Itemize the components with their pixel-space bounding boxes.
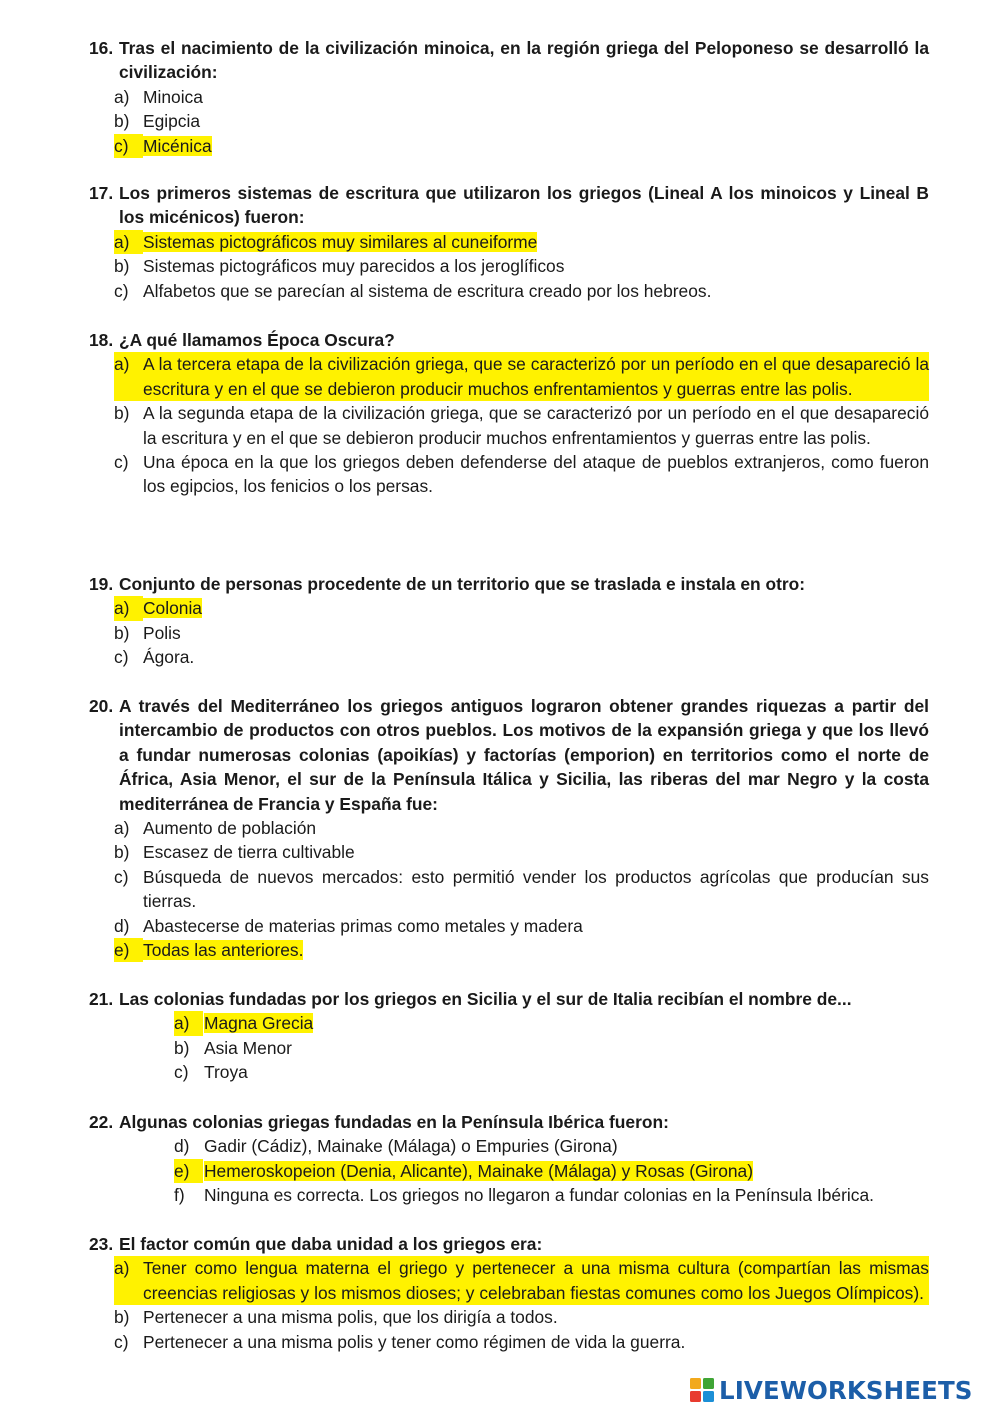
mark-tile-v bbox=[690, 1391, 701, 1402]
answer-option[interactable] bbox=[114, 1305, 929, 1329]
option-text: Sistemas pictográficos muy similares al cuneiforme bbox=[143, 231, 538, 252]
option-letter: d) bbox=[174, 1136, 190, 1157]
option-letter: a) bbox=[114, 1258, 130, 1279]
option-letter: a) bbox=[114, 818, 130, 839]
option-letter: a) bbox=[114, 354, 130, 375]
answer-option-correct[interactable] bbox=[114, 230, 929, 254]
option-letter: a) bbox=[114, 596, 143, 620]
logo-text: LIVEWORKSHEETS bbox=[719, 1375, 973, 1405]
option-letter: e) bbox=[114, 938, 143, 962]
option-text: Hemeroskopeion (Denia, Alicante), Mainake (Málaga) y Rosas (Girona) bbox=[204, 1160, 754, 1181]
option-text: Alfabetos que se parecían al sistema de escritura creado por los hebreos. bbox=[143, 280, 712, 301]
answer-option[interactable] bbox=[114, 279, 929, 303]
question-text: Tras el nacimiento de la civilización minoica, en la región griega del Peloponeso se desarrolló la civilización: bbox=[119, 38, 929, 83]
option-text: A la tercera etapa de la civilización griega, que se caracterizó por un período en el que desapareció la escritura y en el que se debieron producir muchos enfrentamientos y guerras entre las polis. bbox=[143, 354, 929, 399]
answer-option-correct[interactable] bbox=[174, 1159, 929, 1183]
option-letter: b) bbox=[114, 842, 130, 863]
liveworksheets-logo[interactable] bbox=[690, 1374, 973, 1406]
question-number: 18. bbox=[89, 330, 114, 350]
answer-option[interactable] bbox=[114, 840, 929, 864]
answer-option[interactable] bbox=[114, 865, 929, 914]
answer-option[interactable] bbox=[114, 645, 929, 669]
question-number: 21. bbox=[89, 989, 114, 1009]
option-letter: c) bbox=[114, 134, 143, 158]
answer-option-correct[interactable] bbox=[174, 1011, 929, 1035]
option-text: Troya bbox=[204, 1062, 248, 1083]
option-letter: c) bbox=[114, 1331, 129, 1352]
option-letter: c) bbox=[114, 866, 129, 887]
question-text: Las colonias fundadas por los griegos en Sicilia y el sur de Italia recibían el nombre de... bbox=[119, 989, 852, 1009]
option-text: Ágora. bbox=[143, 647, 195, 668]
option-text: Búsqueda de nuevos mercados: esto permitió vender los productos agrícolas que producían sus tierras. bbox=[143, 866, 929, 912]
question-title bbox=[89, 181, 929, 230]
question-title bbox=[89, 36, 929, 85]
option-letter: e) bbox=[174, 1159, 203, 1183]
question-text: Conjunto de personas procedente de un territorio que se traslada e instala en otro: bbox=[119, 574, 806, 594]
option-text: Gadir (Cádiz), Mainake (Málaga) o Empuries (Girona) bbox=[204, 1136, 618, 1157]
option-text: Sistemas pictográficos muy parecidos a los jeroglíficos bbox=[143, 256, 565, 277]
question-21 bbox=[89, 987, 929, 1085]
question-number: 19. bbox=[89, 574, 114, 594]
question-number: 22. bbox=[89, 1112, 114, 1132]
option-text: Micénica bbox=[143, 135, 212, 156]
answer-option[interactable] bbox=[114, 914, 929, 938]
answer-option[interactable] bbox=[114, 109, 929, 133]
answer-option[interactable] bbox=[114, 621, 929, 645]
option-text: Egipcia bbox=[143, 111, 201, 132]
answer-option[interactable] bbox=[114, 1330, 929, 1354]
answer-option[interactable] bbox=[174, 1060, 929, 1084]
question-19 bbox=[89, 572, 929, 670]
answer-option[interactable] bbox=[114, 85, 929, 109]
option-letter: c) bbox=[114, 647, 129, 668]
option-text: Magna Grecia bbox=[204, 1013, 314, 1034]
option-letter: c) bbox=[174, 1062, 189, 1083]
answer-option[interactable] bbox=[114, 254, 929, 278]
option-letter: c) bbox=[114, 280, 129, 301]
answer-option[interactable] bbox=[114, 450, 929, 499]
option-text: Pertenecer a una misma polis, que los dirigía a todos. bbox=[143, 1307, 558, 1328]
answer-option[interactable] bbox=[174, 1036, 929, 1060]
option-letter: a) bbox=[114, 86, 130, 107]
question-title bbox=[89, 1110, 929, 1134]
option-letter: b) bbox=[114, 622, 130, 643]
question-number: 17. bbox=[89, 183, 114, 203]
question-23 bbox=[89, 1232, 929, 1354]
option-letter: b) bbox=[114, 256, 130, 277]
option-text: Asia Menor bbox=[204, 1037, 292, 1058]
question-title bbox=[89, 572, 929, 596]
mark-tile-e bbox=[703, 1391, 714, 1402]
answer-option-correct[interactable] bbox=[114, 134, 929, 158]
option-text: Tener como lengua materna el griego y pertenecer a una misma cultura (compartían las mismas creencias religiosas y los mismos dioses; y celebraban fiestas comunes como los Juegos Olímpicos). bbox=[143, 1258, 929, 1303]
option-text: Todas las anteriores. bbox=[143, 940, 304, 961]
question-18 bbox=[89, 328, 929, 499]
option-text: Ninguna es correcta. Los griegos no llegaron a fundar colonias en la Península Ibérica. bbox=[204, 1185, 874, 1206]
option-letter: b) bbox=[114, 111, 130, 132]
question-title bbox=[89, 328, 929, 352]
option-letter: d) bbox=[114, 915, 130, 936]
question-16 bbox=[89, 36, 929, 158]
question-text: Los primeros sistemas de escritura que utilizaron los griegos (Lineal A los minoicos y Lineal B los micénicos) fueron: bbox=[119, 183, 929, 228]
question-text: ¿A qué llamamos Época Oscura? bbox=[119, 330, 395, 350]
option-text: Colonia bbox=[143, 598, 202, 619]
mark-tile-i bbox=[703, 1378, 714, 1389]
question-title bbox=[89, 1232, 929, 1256]
question-text: Algunas colonias griegas fundadas en la Península Ibérica fueron: bbox=[119, 1112, 669, 1132]
answer-option[interactable] bbox=[174, 1134, 929, 1158]
option-letter: a) bbox=[114, 230, 143, 254]
option-text: Una época en la que los griegos deben defenderse del ataque de pueblos extranjeros, como fueron los egipcios, los fenicios o los persas. bbox=[143, 452, 929, 497]
question-number: 20. bbox=[89, 696, 114, 716]
option-text: Escasez de tierra cultivable bbox=[143, 842, 355, 863]
question-20 bbox=[89, 694, 929, 962]
answer-option[interactable] bbox=[114, 401, 929, 450]
option-text: Minoica bbox=[143, 86, 203, 107]
answer-option-correct[interactable] bbox=[114, 596, 929, 620]
option-letter: b) bbox=[174, 1037, 190, 1058]
answer-option-correct[interactable] bbox=[114, 938, 929, 962]
option-letter: b) bbox=[114, 1307, 130, 1328]
question-text: A través del Mediterráneo los griegos antiguos lograron obtener grandes riquezas a partir del intercambio de productos con otros pueblos. Los motivos de la expansión griega y que los llevó a fundar numerosas colonias (apoikías) y factorías (emporion) en territorios como el norte de África, Asia Menor, el sur de la Península Itálica y Sicilia, las riberas del mar Negro y la costa mediterránea de Francia y España fue: bbox=[119, 696, 929, 814]
option-text: Pertenecer a una misma polis y tener como régimen de vida la guerra. bbox=[143, 1331, 686, 1352]
question-22 bbox=[89, 1110, 929, 1208]
option-letter: f) bbox=[174, 1185, 185, 1206]
question-number: 23. bbox=[89, 1234, 114, 1254]
option-text: Abastecerse de materias primas como metales y madera bbox=[143, 915, 583, 936]
option-letter: b) bbox=[114, 403, 130, 424]
question-17 bbox=[89, 181, 929, 303]
mark-tile-l bbox=[690, 1378, 701, 1389]
liveworksheets-mark-icon bbox=[690, 1378, 714, 1402]
option-text: Polis bbox=[143, 622, 181, 643]
answer-option[interactable] bbox=[114, 816, 929, 840]
option-letter: a) bbox=[174, 1011, 203, 1035]
question-number: 16. bbox=[89, 38, 114, 58]
question-title bbox=[89, 987, 929, 1011]
option-text: A la segunda etapa de la civilización griega, que se caracterizó por un período en el que desapareció la escritura y en el que se debieron producir muchos enfrentamientos y guerras entre las polis. bbox=[143, 403, 929, 448]
question-title bbox=[89, 694, 929, 816]
answer-option-correct[interactable] bbox=[114, 352, 929, 401]
option-text: Aumento de población bbox=[143, 818, 317, 839]
answer-option[interactable] bbox=[174, 1183, 929, 1207]
answer-option-correct[interactable] bbox=[114, 1256, 929, 1305]
option-letter: c) bbox=[114, 452, 129, 473]
question-text: El factor común que daba unidad a los griegos era: bbox=[119, 1234, 543, 1254]
